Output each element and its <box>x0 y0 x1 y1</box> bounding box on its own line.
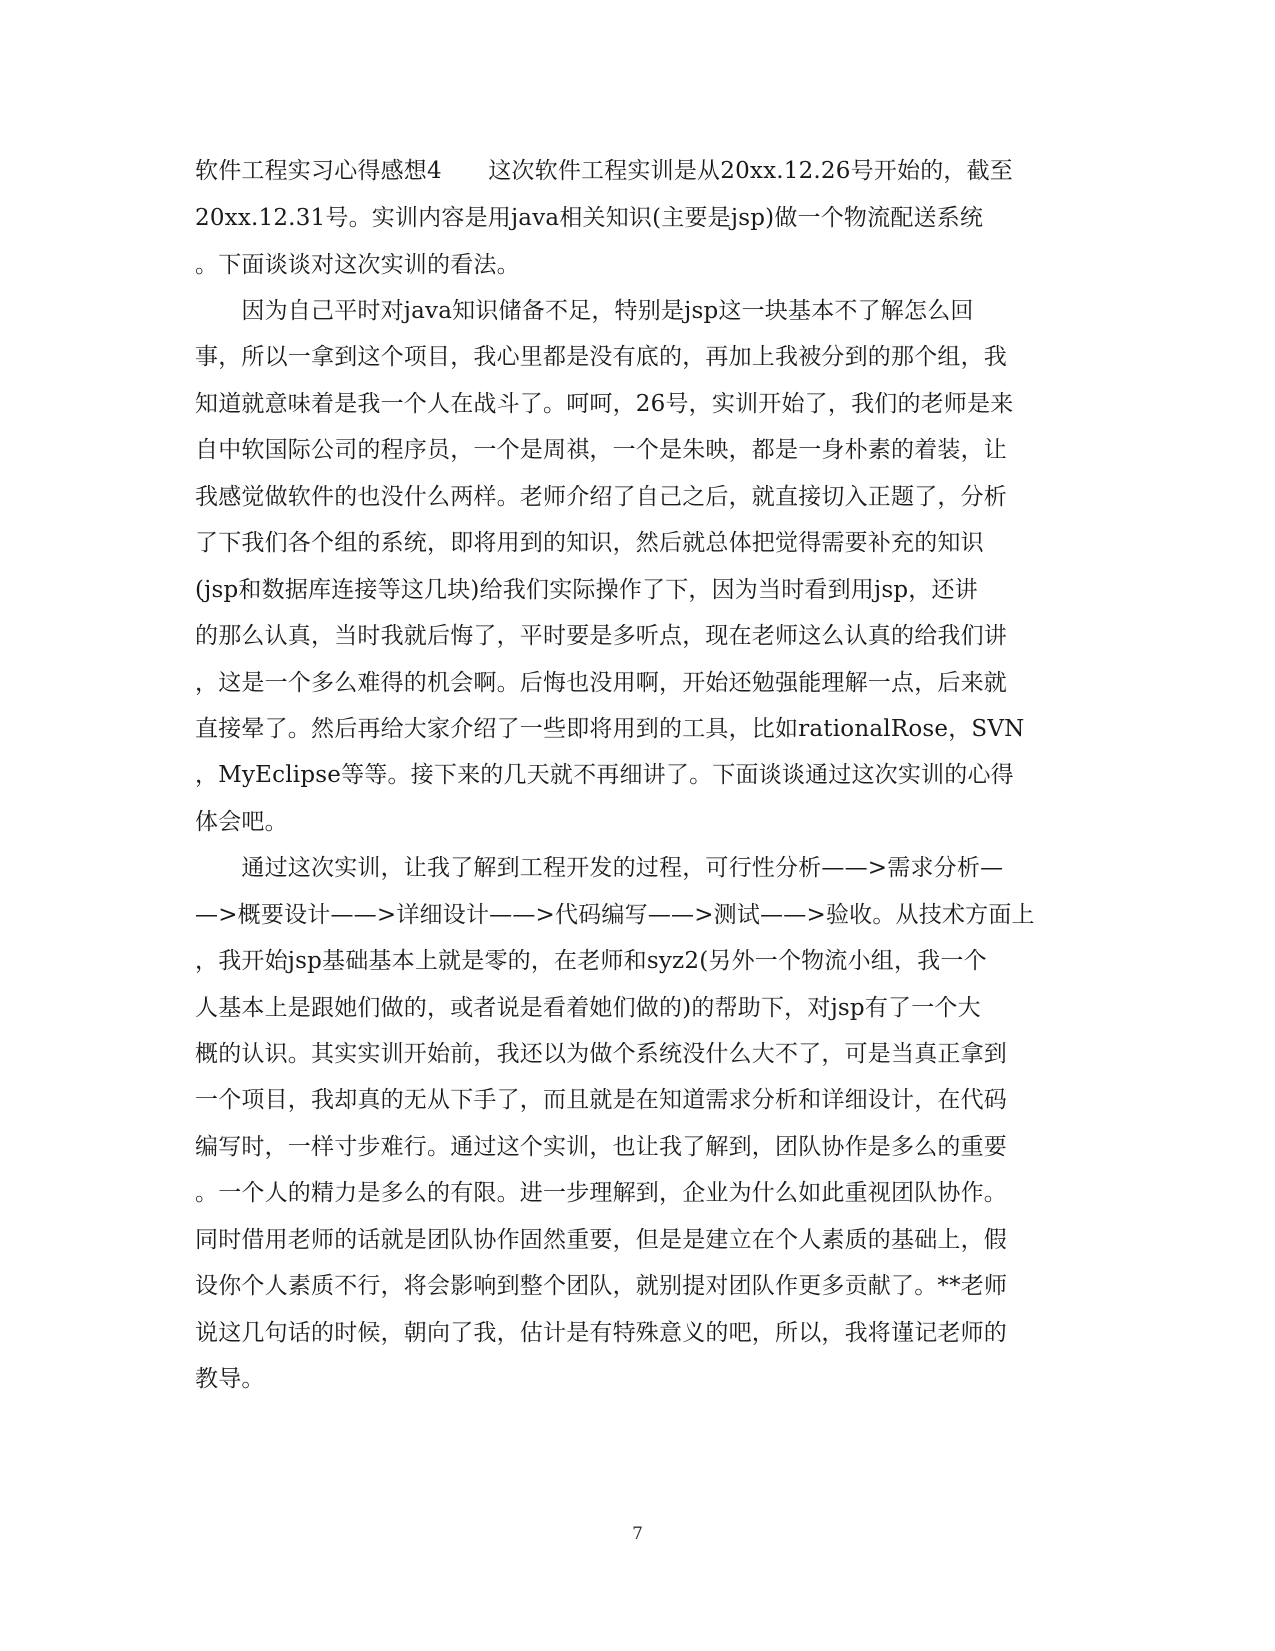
text-line: 体会吧。 <box>195 809 288 835</box>
text-line: (jsp和数据库连接等这几块)给我们实际操作了下，因为当时看到用jsp，还讲 <box>195 577 978 603</box>
text-line: 自中软国际公司的程序员，一个是周祺，一个是朱映，都是一身朴素的着装，让 <box>195 437 1007 463</box>
text-line: 的那么认真，当时我就后悔了，平时要是多听点，现在老师这么认真的给我们讲 <box>195 623 1007 649</box>
text-line: 直接晕了。然后再给大家介绍了一些即将用到的工具，比如rationalRose，SVN <box>195 716 1025 742</box>
text-line: ，这是一个多么难得的机会啊。后悔也没用啊，开始还勉强能理解一点，后来就 <box>195 670 1007 696</box>
text-line: 事，所以一拿到这个项目，我心里都是没有底的，再加上我被分到的那个组，我 <box>195 344 1007 370</box>
text-line: 一个项目，我却真的无从下手了，而且就是在知道需求分析和详细设计，在代码 <box>195 1087 1007 1113</box>
text-line: 知道就意味着是我一个人在战斗了。呵呵，26号，实训开始了，我们的老师是来 <box>195 391 1014 417</box>
text-line: 。下面谈谈对这次实训的看法。 <box>195 252 520 278</box>
text-line: 人基本上是跟她们做的，或者说是看着她们做的)的帮助下，对jsp有了一个大 <box>195 995 981 1021</box>
text-line: 我感觉做软件的也没什么两样。老师介绍了自己之后，就直接切入正题了，分析 <box>195 484 1007 510</box>
text-line: 说这几句话的时候，朝向了我，估计是有特殊意义的吧，所以，我将谨记老师的 <box>195 1320 1007 1346</box>
text-line: 设你个人素质不行，将会影响到整个团队，就别提对团队作更多贡献了。**老师 <box>195 1273 1008 1299</box>
text-line: 。一个人的精力是多么的有限。进一步理解到，企业为什么如此重视团队协作。 <box>195 1180 1007 1206</box>
text-line: ，MyEclipse等等。接下来的几天就不再细讲了。下面谈谈通过这次实训的心得 <box>195 762 1014 788</box>
text-line: 通过这次实训，让我了解到工程开发的过程，可行性分析——>需求分析— <box>195 855 1004 881</box>
text-line: 编写时，一样寸步难行。通过这个实训，也让我了解到，团队协作是多么的重要 <box>195 1134 1007 1160</box>
text-line: —>概要设计——>详细设计——>代码编写——>测试——>验收。从技术方面上 <box>195 902 1035 928</box>
text-line: 因为自己平时对java知识储备不足，特别是jsp这一块基本不了解怎么回 <box>195 298 974 324</box>
page-number: 7 <box>632 1524 643 1544</box>
text-line: 软件工程实习心得感想4 这次软件工程实训是从20xx.12.26号开始的，截至 <box>195 158 1013 184</box>
text-line: 概的认识。其实实训开始前，我还以为做个系统没什么大不了，可是当真正拿到 <box>195 1041 1007 1067</box>
text-line: 了下我们各个组的系统，即将用到的知识，然后就总体把觉得需要补充的知识 <box>195 530 984 556</box>
text-line: ，我开始jsp基础基本上就是零的，在老师和syz2(另外一个物流小组，我一个 <box>195 948 987 974</box>
text-line: 20xx.12.31号。实训内容是用java相关知识(主要是jsp)做一个物流配送系统 <box>195 205 984 231</box>
text-line: 教导。 <box>195 1366 265 1392</box>
text-line: 同时借用老师的话就是团队协作固然重要，但是是建立在个人素质的基础上，假 <box>195 1227 1007 1253</box>
